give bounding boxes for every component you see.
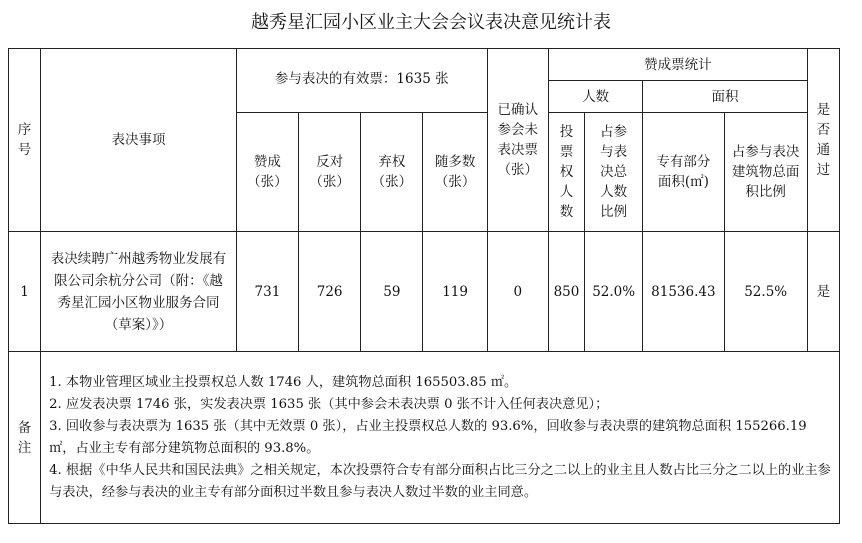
header-follow-majority: 随多数 （张） [423,113,487,232]
note-item: 3. 回收参与表决票为 1635 张（其中无效票 0 张），占业主投票权总人数的 93.6%，回收参与表决票的建筑物总面积 155266.19 ㎡，占业主专有部分建筑物总面积的 93.8%。 [49,418,807,456]
header-exclusive-area: 专有部分 面积(㎡) [643,113,724,232]
cell-abstain: 59 [361,232,423,352]
header-area-ratio: 占参与表决 建筑物总面 积比例 [724,113,807,232]
page-title: 越秀星汇园小区业主大会会议表决意见统计表 [251,12,611,33]
header-passed: 是 否 通 过 [807,49,839,232]
header-area: 面积 [643,81,808,113]
cell-serial: 1 [9,232,41,352]
cell-exclusive-area: 81536.43 [643,232,724,352]
note-item: 1. 本物业管理区域业主投票权总人数 1746 人，建筑物总面积 165503.85 ㎡。 [49,374,518,390]
cell-area-ratio: 52.5% [724,232,807,352]
header-agree: 赞成 （张） [236,113,298,232]
header-confirmed-absent: 已确认 参会未 表决票 （张） [487,49,548,232]
cell-voting-persons: 850 [548,232,584,352]
notes-content [41,352,840,524]
cell-oppose: 726 [299,232,361,352]
header-oppose: 反对 （张） [299,113,361,232]
cell-persons-ratio: 52.0% [585,232,643,352]
table-row [9,232,840,352]
cell-confirmed-absent: 0 [487,232,548,352]
cell-matter: 表决续聘广州越秀物业发展有限公司余杭分公司（附：《越秀星汇园小区物业服务合同（草案）》） [41,232,237,352]
header-serial: 序 号 [9,49,41,232]
cell-follow-majority: 119 [423,232,487,352]
header-matter: 表决事项 [41,49,237,232]
notes-label: 备 注 [9,352,41,524]
cell-passed: 是 [807,232,839,352]
cell-agree: 731 [236,232,298,352]
header-approval-stats: 赞成票统计 [548,49,807,81]
note-item: 2. 应发表决票 1746 张，实发表决票 1635 张（其中参会未表决票 0 张不计入任何表决意见）； [49,396,609,412]
header-voting-persons: 投 票 权 人 数 [548,113,584,232]
note-item: 4. 根据《中华人民共和国民法典》之相关规定，本次投票符合专有部分面积占比三分之二以上的业主且人数占比三分之二以上的业主参与表决，经参与表决的业主专有部分面积过半数且参与表决人数过半数的业主同意。 [49,462,831,500]
vote-statistics-table [8,48,840,524]
header-persons: 人数 [548,81,642,113]
header-abstain: 弃权 （张） [361,113,423,232]
header-valid-votes: 参与表决的有效票：1635 张 [236,49,487,113]
header-persons-ratio: 占参 与表 决总 人数 比例 [585,113,643,232]
